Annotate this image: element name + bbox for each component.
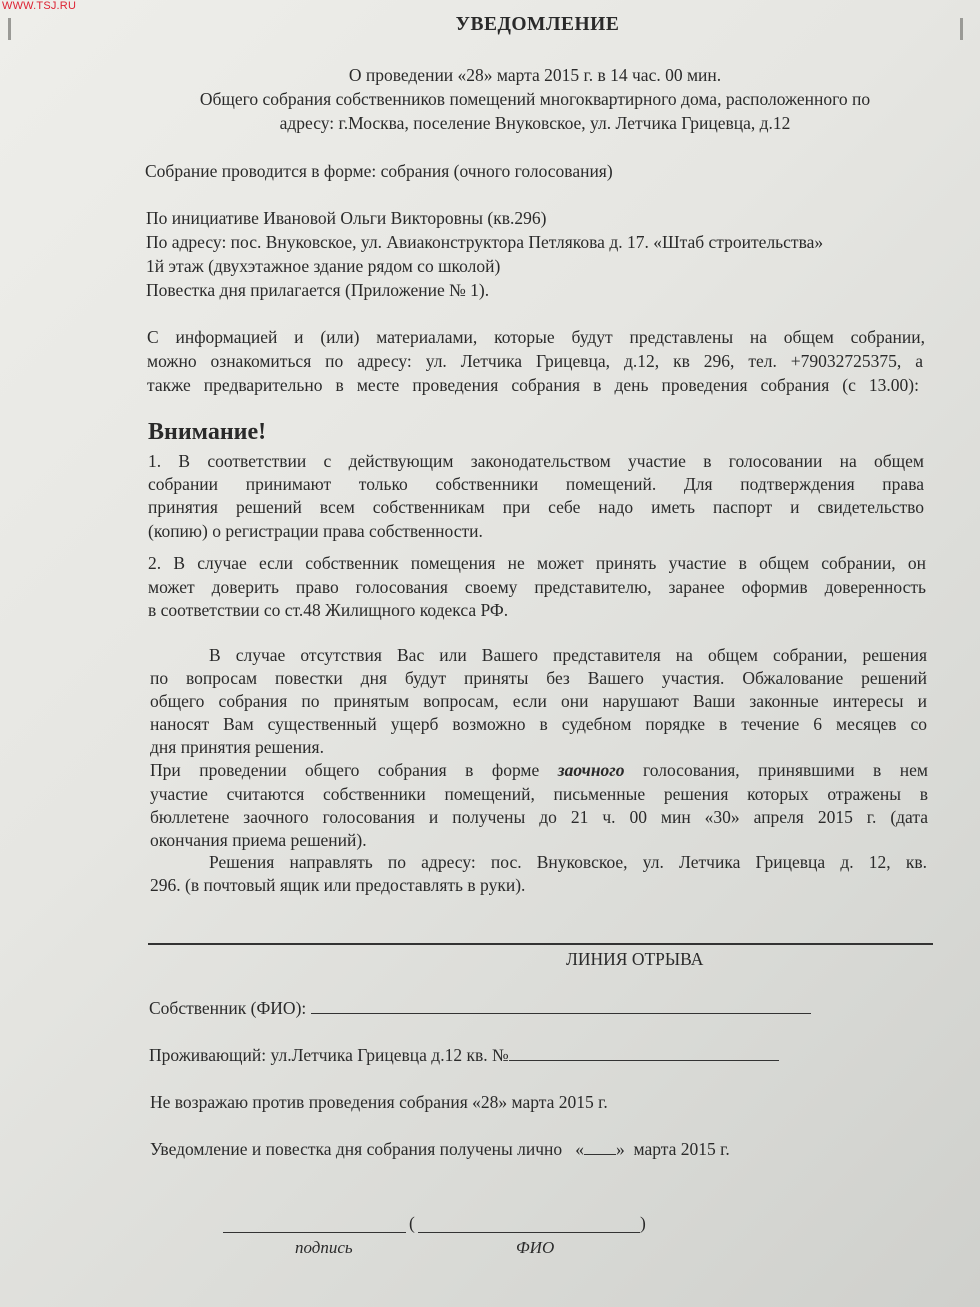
received-line	[150, 1138, 730, 1161]
paragraph-line: окончания приема решений).	[150, 830, 367, 850]
resident-field	[149, 1044, 779, 1067]
paragraph-line: собрании принимают только собственники помещений. Для подтверждения права	[148, 474, 924, 494]
paragraph-line: бюллетене заочного голосования и получены до 21 ч. 00 мин «30» апреля 2015 г. (дата	[150, 807, 928, 827]
paragraph-line: 1. В соответствии с действующим законодательством участие в голосовании на общем	[148, 451, 924, 471]
fio-caption: ФИО	[516, 1238, 555, 1257]
resident-label: Проживающий: ул.Летчика Грицевца д.12 кв. №	[149, 1045, 509, 1065]
paragraph-line: в соответствии со ст.48 Жилищного кодекса РФ.	[148, 600, 509, 620]
initiative-line: 1й этаж (двухэтажное здание рядом со школой)	[146, 256, 501, 276]
initiative-line: По инициативе Ивановой Ольги Викторовны (кв.296)	[146, 208, 547, 228]
paragraph-line: (копию) о регистрации права собственности.	[148, 521, 483, 541]
received-label: Уведомление и повестка дня собрания получены лично	[150, 1139, 563, 1159]
paragraph-line: Решения направлять по адресу: пос. Внуковское, ул. Летчика Грицевца д. 12, кв.	[209, 852, 927, 872]
info-line: также предварительно в месте проведения собрания в день проведения собрания (с 13.00):	[147, 375, 919, 395]
initiative-line: Повестка дня прилагается (Приложение № 1).	[146, 280, 490, 300]
paren: (	[409, 1213, 415, 1233]
fio-blank	[418, 1232, 640, 1233]
paragraph-line	[150, 759, 928, 782]
paragraph-line: принятия решений всем собственникам при себе надо иметь паспорт и свидетельство	[148, 497, 924, 517]
owner-blank	[311, 997, 811, 1014]
initiative-line: По адресу: пос. Внуковское, ул. Авиаконструктора Петлякова д. 17. «Штаб строительства»	[146, 232, 824, 252]
paragraph-line: участие считаются собственники помещений, письменные решения которых отражены в	[150, 784, 928, 804]
document-title: УВЕДОМЛЕНИЕ	[455, 14, 620, 35]
apartment-blank	[509, 1044, 779, 1061]
paren: )	[640, 1213, 646, 1233]
received-month-year: марта 2015 г.	[633, 1139, 730, 1159]
paragraph-line: 296. (в почтовый ящик или предоставлять в руки).	[150, 875, 526, 895]
signature-caption: подпись	[295, 1238, 353, 1257]
header-line: Общего собрания собственников помещений многоквартирного дома, расположенного по	[199, 89, 871, 109]
owner-field	[149, 997, 811, 1020]
header-line: адресу: г.Москва, поселение Внуковское, ул. Летчика Грицевца, д.12	[279, 113, 791, 133]
no-objection-line: Не возражаю против проведения собрания «28» марта 2015 г.	[150, 1092, 608, 1112]
info-line: С информацией и (или) материалами, которые будут представлены на общем собрании,	[147, 327, 925, 347]
paragraph-line: наносят Вам существенный ущерб возможно в судебном порядке в течение 6 месяцев со	[150, 714, 927, 734]
signature-blank	[223, 1232, 406, 1233]
attention-heading: Внимание!	[148, 419, 267, 445]
watermark: WWW.TSJ.RU	[2, 0, 77, 12]
paragraph-line: 2. В случае если собственник помещения не может принять участие в общем собрании, он	[148, 553, 926, 573]
date-quote: «	[575, 1139, 585, 1159]
paragraph-line: общего собрания по принятым вопросам, если они нарушают Ваши законные интересы и	[150, 691, 927, 711]
date-quote: »	[616, 1139, 625, 1159]
paragraph-line: может доверить право голосования своему представителю, заранее оформив доверенность	[148, 577, 926, 597]
paragraph-text: При проведении общего собрания в форме	[150, 760, 540, 780]
paragraph-line: дня принятия решения.	[150, 737, 324, 757]
paragraph-line: по вопросам повестки дня будут приняты без Вашего участия. Обжалование решений	[150, 668, 927, 688]
info-line: можно ознакомиться по адресу: ул. Летчика Грицевца, д.12, кв 296, тел. +79032725375, а	[147, 351, 923, 371]
header-line: О проведении «28» марта 2015 г. в 14 час. 00 мин.	[348, 65, 722, 85]
tear-line-label: ЛИНИЯ ОТРЫВА	[566, 949, 704, 969]
tear-line	[148, 943, 933, 945]
emphasis-text: заочного	[557, 760, 625, 780]
day-blank	[584, 1138, 616, 1155]
owner-label: Собственник (ФИО):	[149, 998, 307, 1018]
paragraph-text: голосования, принявшими в нем	[643, 760, 929, 780]
paragraph-line: В случае отсутствия Вас или Вашего представителя на общем собрании, решения	[209, 645, 927, 665]
meeting-form-line: Собрание проводится в форме: собрания (очного голосования)	[145, 161, 613, 181]
